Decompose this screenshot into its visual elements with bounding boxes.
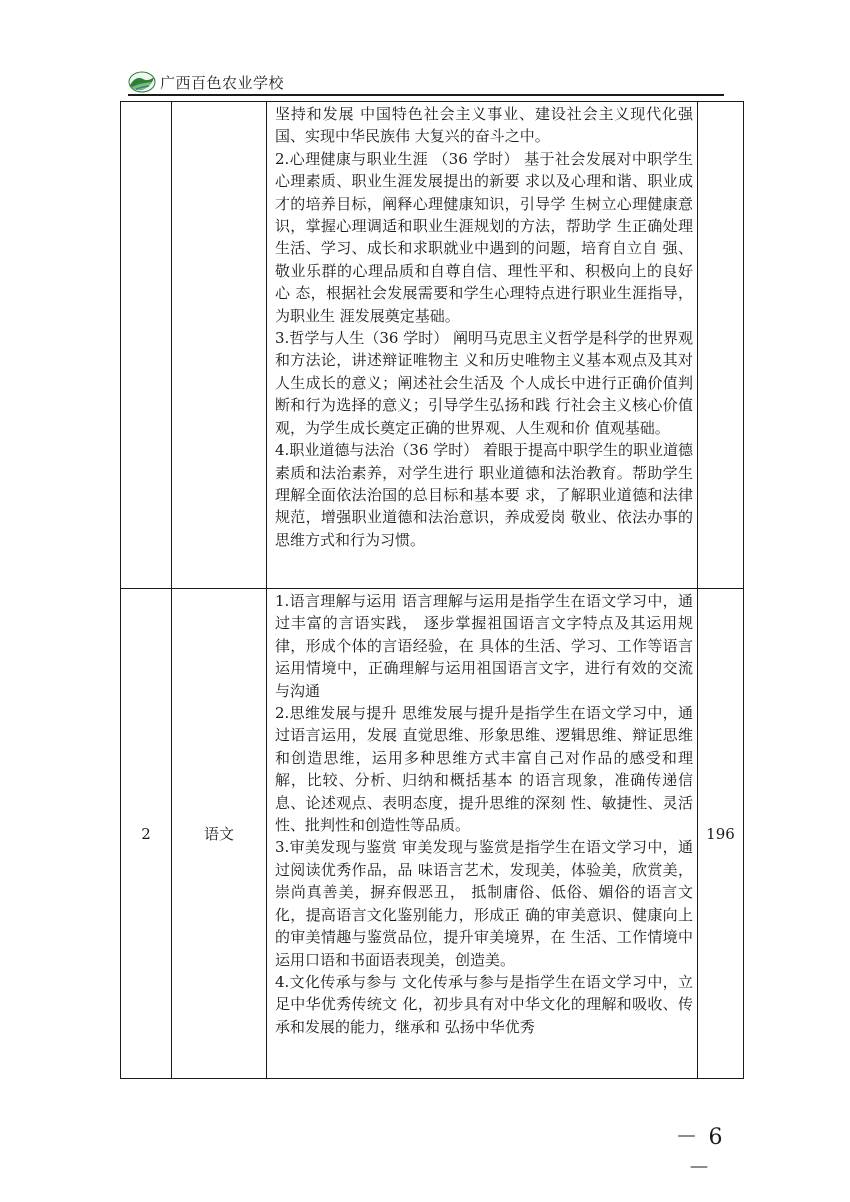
course-content-cell: [267, 589, 698, 1079]
course-name-cell: 语文: [172, 589, 267, 1079]
page-header: [128, 60, 724, 94]
course-number-cell: 2: [121, 589, 172, 1079]
page-number: － 6 －: [675, 1125, 725, 1181]
table-row: [121, 102, 744, 589]
course-number-cell: [121, 102, 172, 589]
content-paragraph: 1.语言理解与运用 语言理解与运用是指学生在语文学习中，通过丰富的言语实践， 逐步掌握祖国语言文字特点及其运用规律，形成个体的言语经验，在 具体的生活、学习、工作等语言运用情境中，正确理解与运用祖国语言文字，进行有效的交流与沟通: [275, 592, 693, 700]
content-paragraph: 4.职业道德与法治（36 学时） 着眼于提高中职学生的职业道德素质和法治素养，对学生进行 职业道德和法治教育。帮助学生理解全面依法治国的总目标和基本要 求，了解职业道德和法律规范，增强职业道德和法治意识，养成爱岗 敬业、依法办事的思维方式和行为习惯。: [275, 441, 693, 549]
course-hours-cell: [698, 102, 744, 589]
header-divider: [128, 94, 724, 96]
table-row: [121, 589, 744, 1079]
school-name: 广西百色农业学校: [160, 74, 285, 92]
course-hours-cell: 196: [698, 589, 744, 1079]
content-paragraph: 2.心理健康与职业生涯 （36 学时） 基于社会发展对中职学生心理素质、职业生涯发展提出的新要 求以及心理和谐、职业成才的培养目标，阐释心理健康知识，引导学 生树立心理健康意识，掌握心理调适和职业生涯规划的方法，帮助学 生正确处理生活、学习、成长和求职就业中遇到的问题，培育自立自 强、敬业乐群的心理品质和自尊自信、理性平和、积极向上的良好心 态，根据社会发展需要和学生心理特点进行职业生涯指导，为职业生 涯发展奠定基础。: [275, 149, 693, 325]
content-paragraph: 3.审美发现与鉴赏 审美发现与鉴赏是指学生在语文学习中，通过阅读优秀作品，品 味语言艺术，发现美，体验美，欣赏美，崇尚真善美，摒弃假恶丑， 抵制庸俗、低俗、媚俗的语言文化，提高语言文化鉴别能力，形成正 确的审美意识、健康向上的审美情趣与鉴赏品位，提升审美境界，在 生活、工作情境中运用口语和书面语表现美，创造美。: [275, 838, 693, 969]
content-paragraph: 坚持和发展 中国特色社会主义事业、建设社会主义现代化强国、实现中华民族伟 大复兴的奋斗之中。: [275, 105, 693, 146]
course-content-cell: [267, 102, 698, 589]
course-table: [120, 101, 744, 1079]
school-logo-icon: [128, 70, 156, 94]
course-name-cell: [172, 102, 267, 589]
content-paragraph: 3.哲学与人生（36 学时） 阐明马克思主义哲学是科学的世界观和方法论，讲述辩证唯物主 义和历史唯物主义基本观点及其对人生成长的意义；阐述社会生活及 个人成长中进行正确价值判断和行为选择的意义；引导学生弘扬和践 行社会主义核心价值观，为学生成长奠定正确的世界观、人生观和价 值观基础。: [275, 329, 693, 437]
content-paragraph: 4.文化传承与参与 文化传承与参与是指学生在语文学习中，立足中华优秀传统文 化，初步具有对中华文化的理解和吸收、传承和发展的能力，继承和 弘扬中华优秀: [275, 972, 693, 1036]
content-paragraph: 2.思维发展与提升 思维发展与提升是指学生在语文学习中，通过语言运用，发展 直觉思维、形象思维、逻辑思维、辩证思维和创造思维，运用多种思维方式丰富自己对作品的感受和理解，比较、分析、归纳和概括基本 的语言现象，准确传递信息、论述观点、表明态度，提升思维的深刻 性、敏捷性、灵活性、批判性和创造性等品质。: [275, 704, 693, 835]
